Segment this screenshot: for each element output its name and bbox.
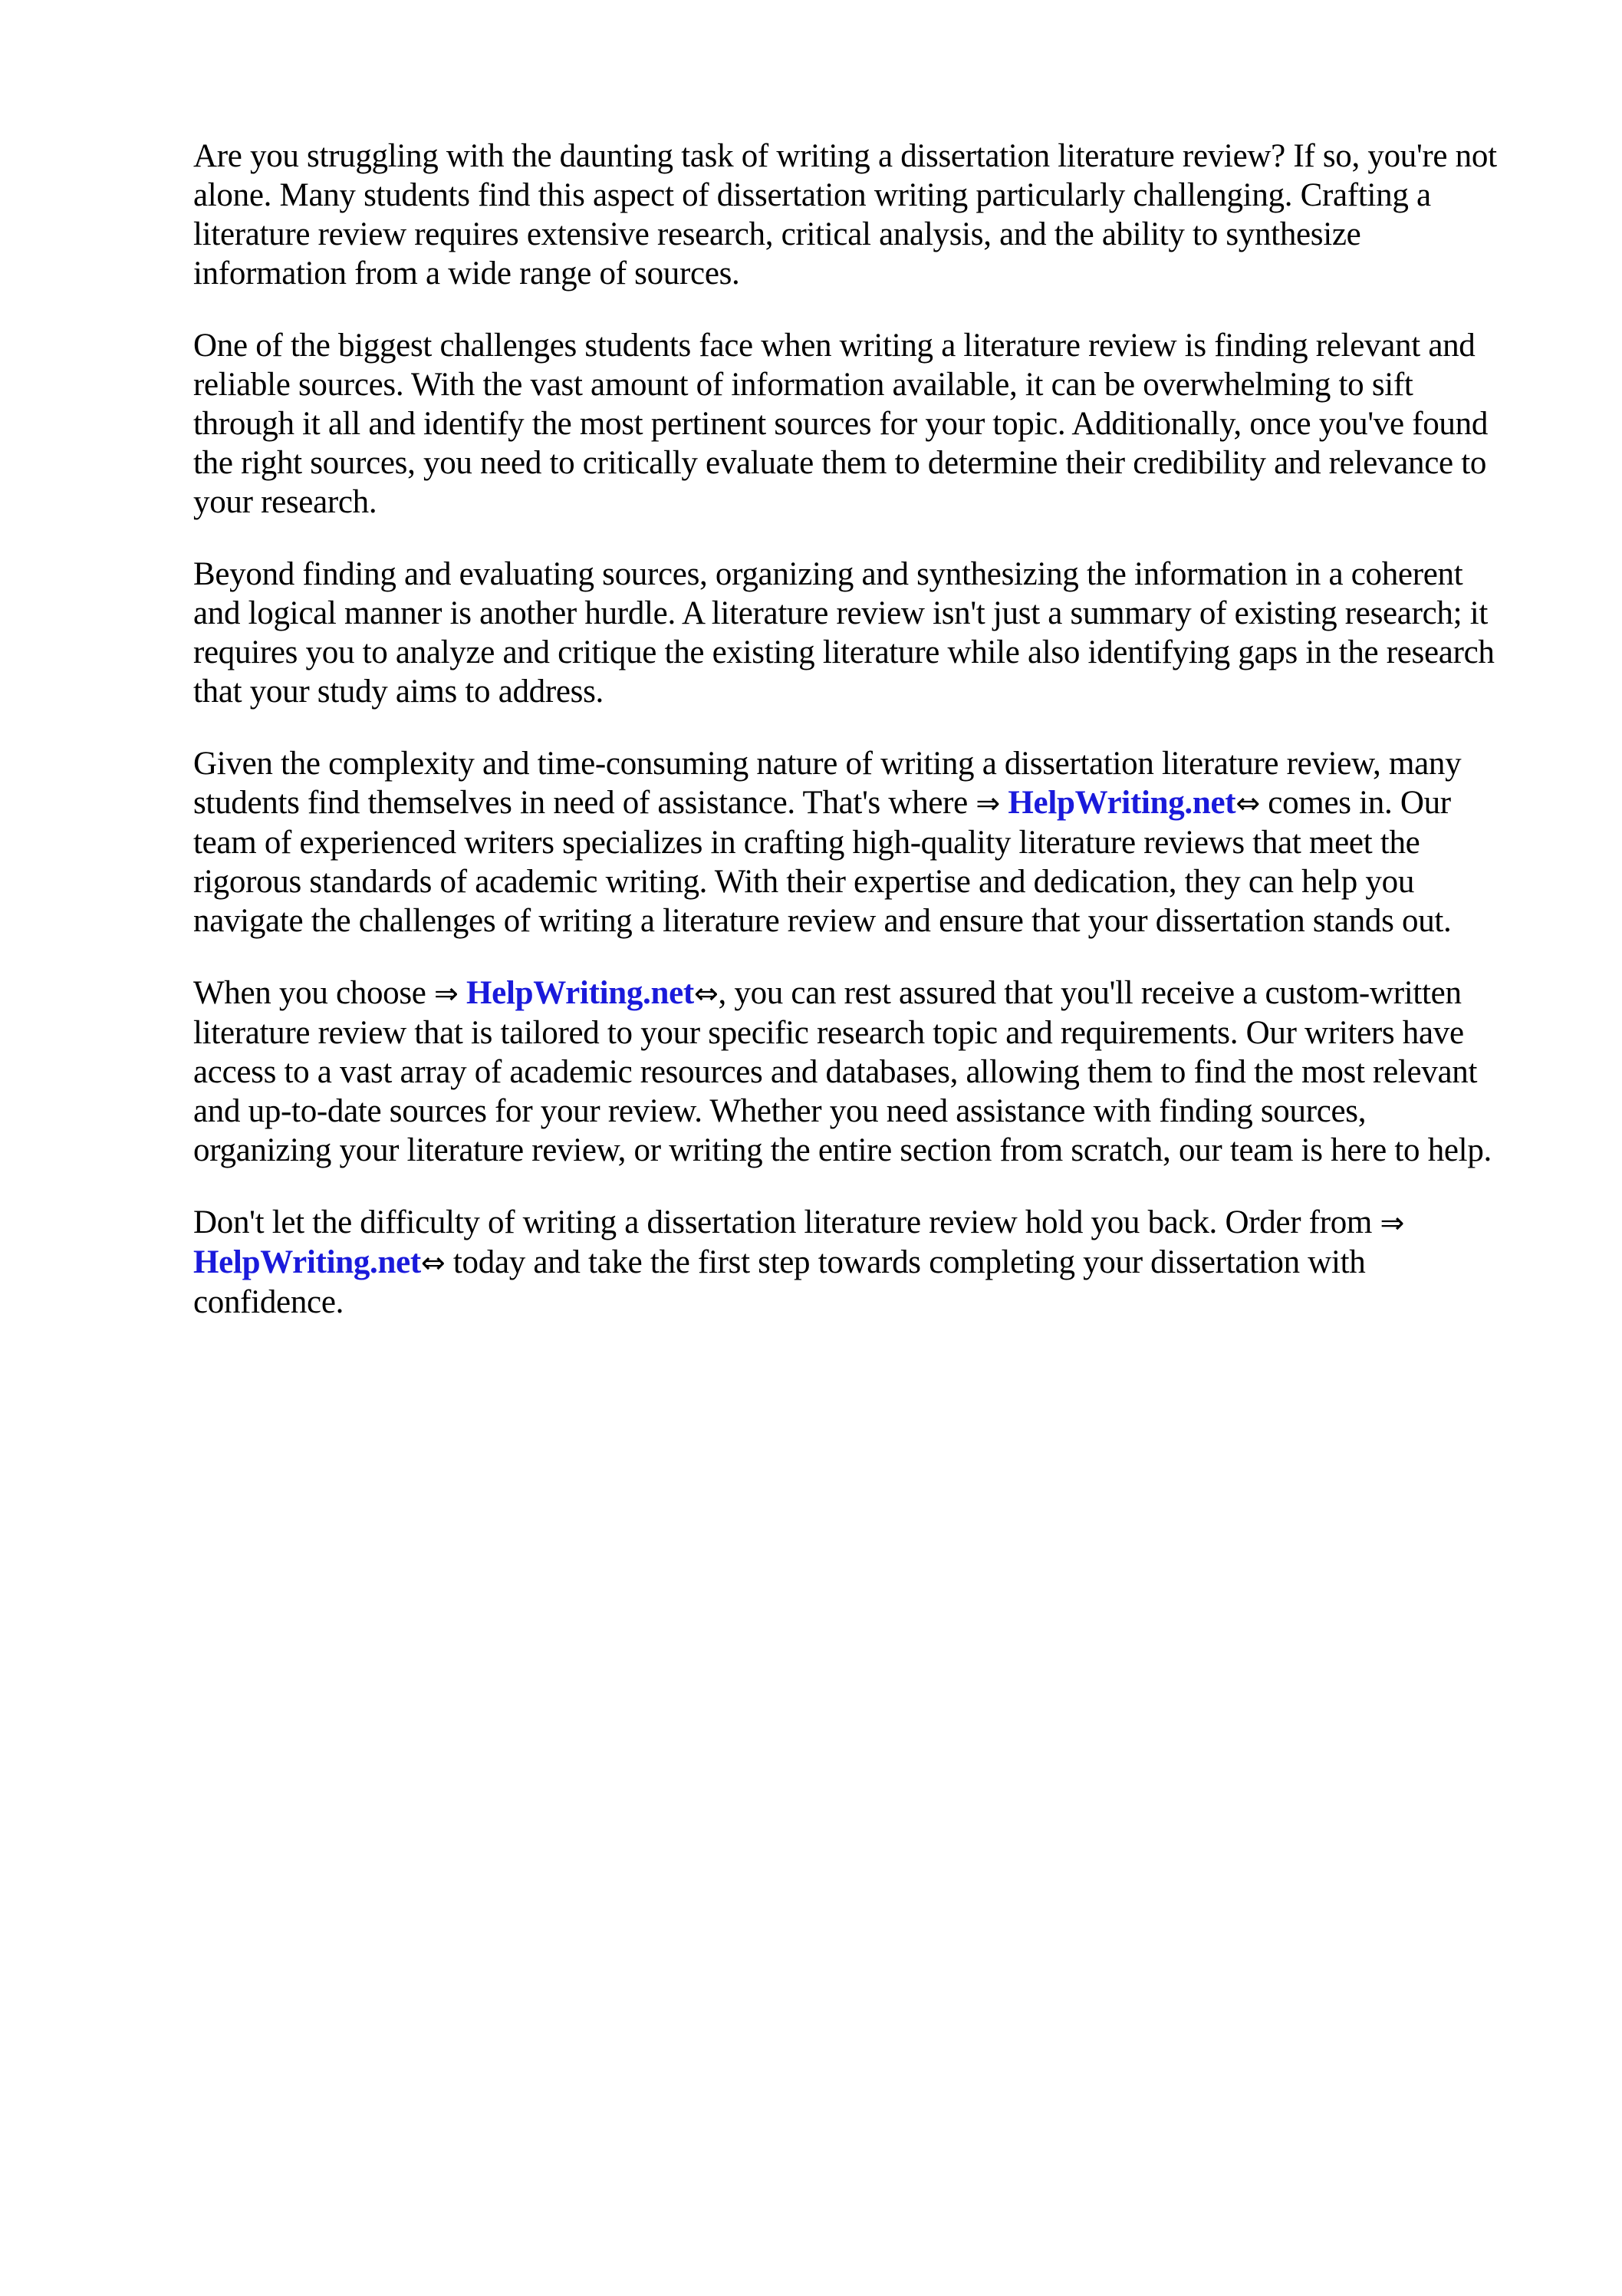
text-segment: navigate the challenges of writing a literature review and ensure that your dissertation stands out. — [193, 903, 1452, 939]
double-arrow-right-icon: ⇒ — [976, 786, 1000, 820]
text-line — [193, 176, 1574, 215]
text-line — [193, 1131, 1574, 1170]
text-line — [193, 862, 1574, 901]
text-segment: access to a vast array of academic resources and databases, allowing them to find the most relevant — [193, 1054, 1478, 1090]
text-segment: Given the complexity and time-consuming nature of writing a dissertation literature review, many — [193, 746, 1462, 782]
text-segment: team of experienced writers specializes in crafting high-quality literature reviews that meet the — [193, 825, 1420, 861]
helpwriting-link[interactable]: HelpWriting.net — [466, 975, 694, 1011]
paragraph — [193, 744, 1574, 940]
text-segment — [1000, 785, 1008, 821]
text-line — [193, 973, 1574, 1013]
paragraph — [193, 137, 1574, 293]
text-segment: comes in. Our — [1259, 785, 1451, 821]
text-segment: One of the biggest challenges students face when writing a literature review is finding relevant and — [193, 328, 1476, 364]
text-line — [193, 1243, 1574, 1283]
double-arrow-both-icon: ⇔ — [693, 977, 719, 1010]
text-segment: literature review requires extensive research, critical analysis, and the ability to synthesize — [193, 216, 1361, 252]
double-arrow-both-icon: ⇔ — [420, 1246, 446, 1280]
text-segment: requires you to analyze and critique the existing literature while also identifying gaps in the research — [193, 634, 1495, 670]
helpwriting-link[interactable]: HelpWriting.net — [193, 1244, 421, 1280]
paragraph — [193, 555, 1574, 711]
text-segment: today and take the first step towards completing your dissertation with — [445, 1244, 1366, 1280]
text-segment: Beyond finding and evaluating sources, organizing and synthesizing the information in a coherent — [193, 556, 1463, 592]
text-segment: confidence. — [193, 1284, 344, 1320]
text-line — [193, 326, 1574, 365]
paragraph — [193, 326, 1574, 522]
text-line — [193, 1283, 1574, 1322]
text-segment: your research. — [193, 484, 377, 520]
text-line — [193, 404, 1574, 443]
text-line — [193, 633, 1574, 672]
text-segment: Are you struggling with the daunting task of writing a dissertation literature review? If so, you're not — [193, 138, 1497, 174]
text-line — [193, 744, 1574, 783]
text-segment: When you choose — [193, 975, 435, 1011]
double-arrow-right-icon: ⇒ — [434, 977, 459, 1010]
text-segment: and logical manner is another hurdle. A literature review isn't just a summary of existing research; it — [193, 595, 1488, 631]
text-segment: organizing your literature review, or writing the entire section from scratch, our team is here to help. — [193, 1132, 1492, 1168]
text-line — [193, 783, 1574, 823]
text-segment: the right sources, you need to critically evaluate them to determine their credibility and relevance to — [193, 445, 1487, 481]
text-segment: Don't let the difficulty of writing a dissertation literature review hold you back. Order from — [193, 1204, 1380, 1240]
text-line — [193, 555, 1574, 594]
text-segment: that your study aims to address. — [193, 674, 604, 710]
text-line — [193, 137, 1574, 176]
double-arrow-right-icon: ⇒ — [1380, 1206, 1405, 1240]
text-line — [193, 1092, 1574, 1131]
text-line — [193, 365, 1574, 404]
paragraph — [193, 1203, 1574, 1322]
text-line — [193, 215, 1574, 254]
double-arrow-both-icon: ⇔ — [1235, 786, 1260, 820]
text-segment: reliable sources. With the vast amount of information available, it can be overwhelming to sift — [193, 367, 1413, 403]
helpwriting-link[interactable]: HelpWriting.net — [1008, 785, 1236, 821]
text-line — [193, 901, 1574, 940]
text-line — [193, 483, 1574, 522]
text-segment: students find themselves in need of assistance. That's where — [193, 785, 976, 821]
text-line — [193, 594, 1574, 633]
text-line — [193, 254, 1574, 293]
text-line — [193, 1052, 1574, 1092]
text-segment: and up-to-date sources for your review. Whether you need assistance with finding sources, — [193, 1093, 1367, 1129]
text-line — [193, 443, 1574, 483]
text-segment: rigorous standards of academic writing. With their expertise and dedication, they can help you — [193, 864, 1415, 900]
text-line — [193, 672, 1574, 711]
text-segment: through it all and identify the most pertinent sources for your topic. Additionally, once you've found — [193, 406, 1489, 442]
text-segment — [459, 975, 466, 1011]
document-body — [193, 137, 1574, 1355]
text-line — [193, 823, 1574, 862]
text-segment: alone. Many students find this aspect of dissertation writing particularly challenging. Crafting a — [193, 177, 1431, 213]
text-segment: , you can rest assured that you'll receive a custom-written — [718, 975, 1462, 1011]
paragraph — [193, 973, 1574, 1170]
text-segment: literature review that is tailored to your specific research topic and requirements. Our writers have — [193, 1015, 1464, 1051]
text-line — [193, 1203, 1574, 1243]
text-segment: information from a wide range of sources. — [193, 255, 740, 292]
text-line — [193, 1013, 1574, 1052]
